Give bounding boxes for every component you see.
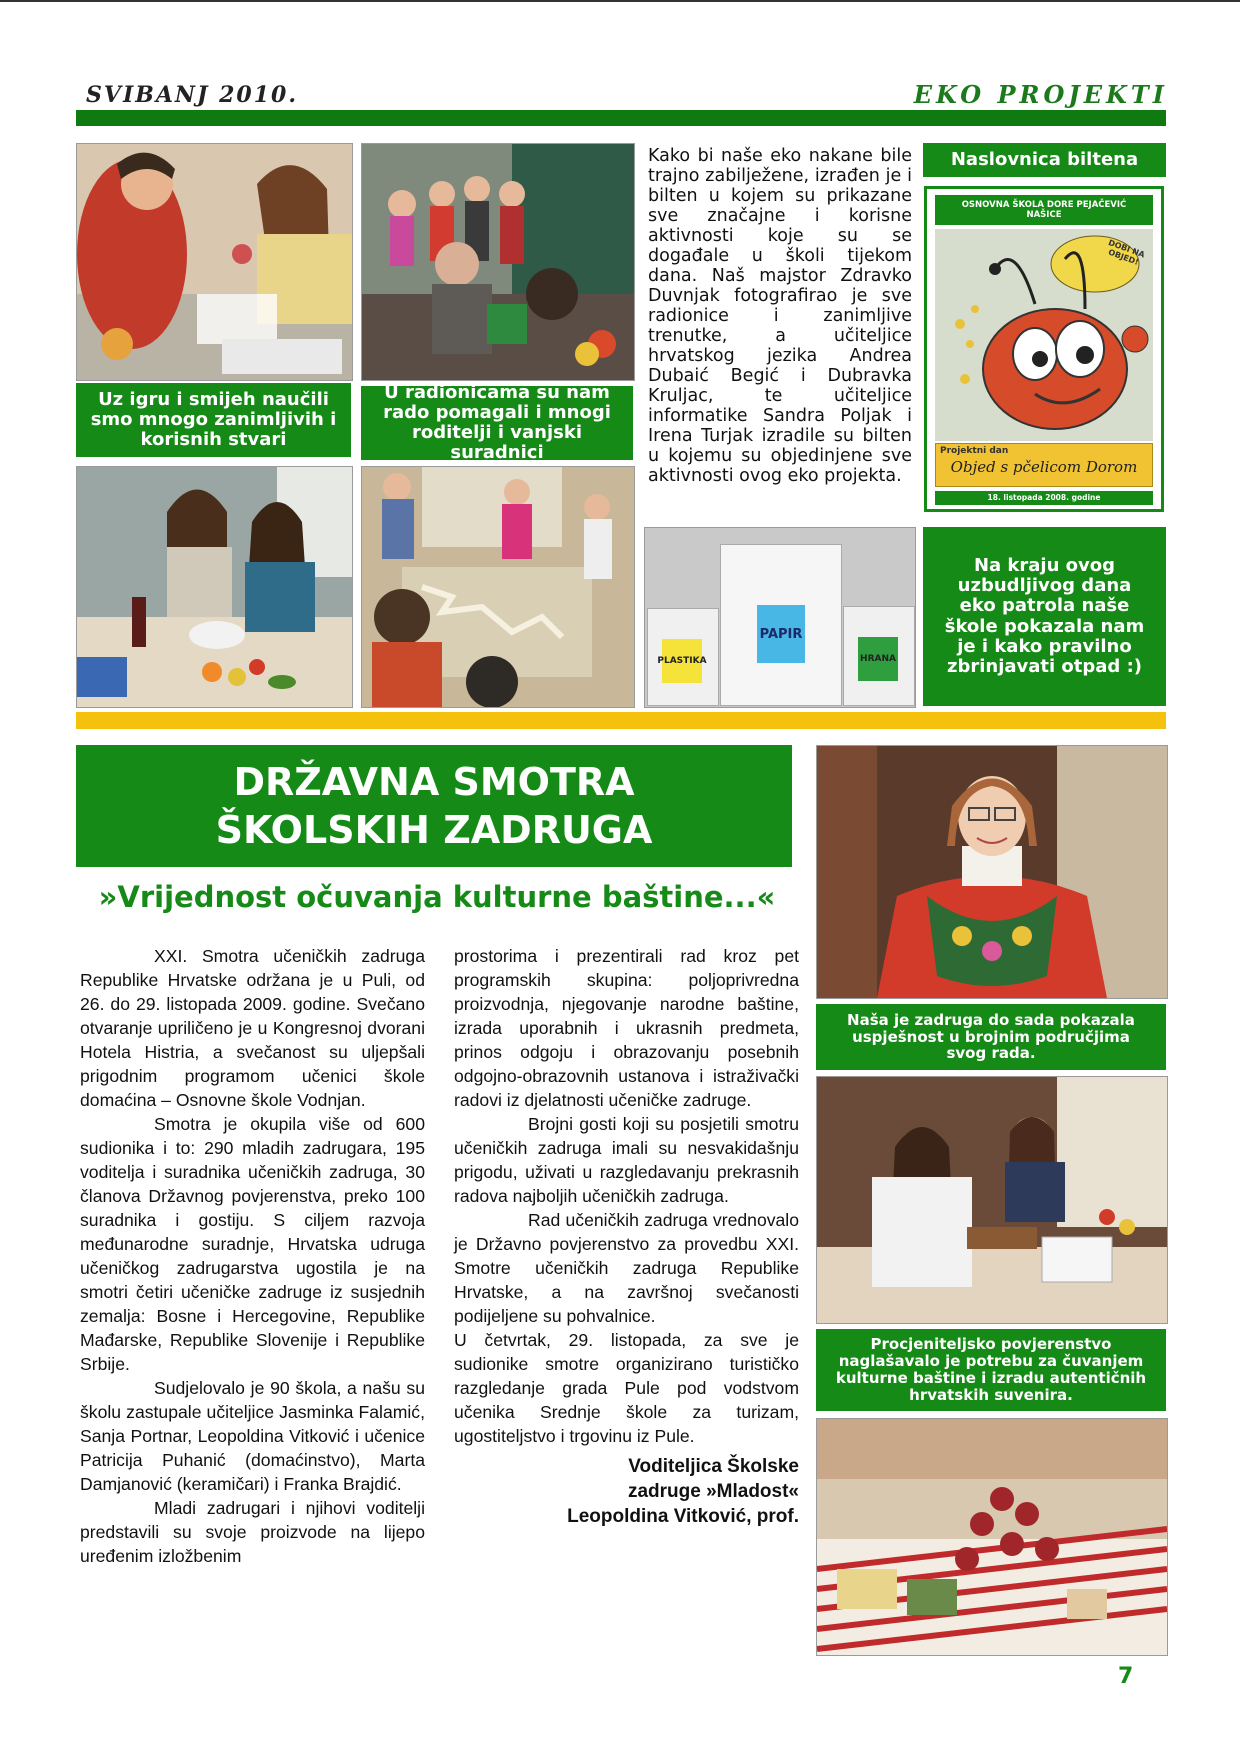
bulletin-date: 18. listopada 2008. godine xyxy=(935,491,1153,505)
paragraph: Rad učeničkih zadruga vrednovalo je Državno povjerenstvo za provedbu XXI. Smotre učeničkih zadruga Republike Hrvatske, a na završnoj svečanosti podijeljene su pohvalnice. xyxy=(454,1210,799,1326)
bulletin-article-text: Kako bi naše eko nakane bile trajno zabilježene, izrađen je i bilten u kojem su prikazane sve značajne i korisne aktivnosti koje su se događale u školi tijekom dana. Naš majstor Zdravko Duvnjak fotografirao je sve radionice i zanimljive trenutke, a učiteljice hrvatskog jezika Andrea Dubaić Begić i Dubravka Kruljac, te učiteljice informatike Sandra Poljak i Irena Turjak izradile su bilten u kojemu su objedinjene sve aktivnosti ovog eko projekta. xyxy=(648,146,912,486)
bulletin-school-name: OSNOVNA ŠKOLA DORE PEJAČEVIĆ NAŠICE xyxy=(935,195,1153,225)
signature-line: zadruge »Mladost« xyxy=(627,1481,799,1502)
bin-food xyxy=(843,606,915,706)
article-title-line-2: ŠKOLSKIH ZADRUGA xyxy=(215,808,653,852)
paragraph: U četvrtak, 29. listopada, za sve je sudionike smotre organizirano turističko razgledanje grada Pule pod vodstvom učenika Srednje škole za turizam, ugostiteljstvo i trgovinu iz Pule. xyxy=(454,1330,799,1446)
caption-commission: Procjeniteljsko povjerenstvo naglašavalo je potrebu za čuvanjem kulturne baštine i izradu autentičnih hrvatskih suvenira. xyxy=(816,1329,1166,1411)
paragraph: XXI. Smotra učeničkih zadruga Republike Hrvatske održana je u Puli, od 26. do 29. listopada 2009. godine. Svečano otvaranje upriličeno je u Kongresnoj dvorani Hotela Histria, a svečanost su uljepšali prigodnim programom učenici škole domaćina – Osnovne škole Vodnjan. xyxy=(80,946,425,1110)
bin-paper-label: PAPIR xyxy=(757,605,805,663)
caption-cooperative-success: Naša je zadruga do sada pokazala uspješnost u brojnim područjima svog rada. xyxy=(816,1004,1166,1070)
section-divider xyxy=(76,712,1166,729)
photo-girls-cooking xyxy=(76,466,353,708)
bulletin-title: Objed s pčelicom Dorom xyxy=(950,458,1138,476)
bin-food-label: HRANA xyxy=(858,637,898,681)
bulletin-label: Naslovnica biltena xyxy=(923,143,1166,177)
photo-girls-exhibition xyxy=(816,1076,1168,1324)
photo-recycling-bins xyxy=(644,527,916,708)
paragraph: Smotra je okupila više od 600 sudionika i to: 290 mladih zadrugara, 195 voditelja i suradnika učeničkih zadruga, 30 članova Državnog povjerenstva, preko 100 suradnika i gostiju. S ciljem razvoja međunarodne suradnje, Hrvatska udruga učeničkog zadrugarstva ugostila je na smotri četiri učeničke zadruge iz susjednih zemalja: Bosne i Hercegovine, Republike Mađarske, Republike Slovenije i Republike Srbije. xyxy=(80,1114,425,1374)
author-signature xyxy=(454,1454,799,1529)
bulletin-title-box xyxy=(935,443,1153,487)
bin-plastic xyxy=(647,608,719,706)
bulletin-project-day: Projektni dan xyxy=(940,446,1009,456)
article-title-box xyxy=(76,745,792,867)
photo-souvenirs-table xyxy=(816,1418,1168,1656)
caption-workshops: U radionicama su nam rado pomagali i mnogi roditelji i vanjski suradnici xyxy=(361,386,633,460)
bulletin-cover xyxy=(924,186,1164,512)
paragraph: prostorima i prezentirali rad kroz pet programskih skupina: poljoprivredna proizvodnja, njegovanje narodne baštine, izrada uporabnih i ukrasnih predmeta, prinos odgoju i obrazovanju posebnih odgojno-obrazovnih ustanova i istraživački radovi iz djelatnosti učeničke zadruge. xyxy=(454,946,799,1110)
signature-line: Leopoldina Vitković, prof. xyxy=(567,1506,799,1527)
caption-eco-patrol: Na kraju ovog uzbudljivog dana eko patrola naše škole pokazala nam je i kako pravilno zbrinjavati otpad :) xyxy=(923,527,1166,706)
header-divider xyxy=(76,110,1166,126)
article-title-line-1: DRŽAVNA SMOTRA xyxy=(233,760,635,804)
photo-girl-folk-costume xyxy=(816,745,1168,999)
photo-kids-crafts xyxy=(361,466,635,708)
bin-paper xyxy=(720,544,842,706)
article-subtitle: »Vrijednost očuvanja kulturne baštine...« xyxy=(98,880,776,914)
top-border-line xyxy=(0,0,1240,2)
paragraph: Mladi zadrugari i njihovi voditelji predstavili su svoje proizvode na lijepo uređenim izložbenim xyxy=(80,1498,425,1566)
header-date: SVIBANJ 2010. xyxy=(86,82,298,108)
page-number: 7 xyxy=(1118,1664,1134,1689)
bin-plastic-label: PLASTIKA xyxy=(662,639,702,683)
article-column-1 xyxy=(80,944,425,1568)
paragraph: Brojni gosti koji su posjetili smotru učeničkih zadruga imali su nesvakidašnju prigodu, uživati u razgledavanju prekrasnih radova najboljih učeničkih zadruga. xyxy=(454,1114,799,1206)
photo-parents-helping xyxy=(361,143,635,381)
bee-speech-bubble: DOBI NA OBJED! xyxy=(1107,238,1147,267)
article-column-2 xyxy=(454,944,799,1529)
photo-kids-workshop xyxy=(76,143,353,381)
signature-line: Voditeljica Školske xyxy=(628,1456,799,1477)
header-section-title: EKO PROJEKTI xyxy=(913,80,1168,109)
caption-games: Uz igru i smijeh naučili smo mnogo zanimljivih i korisnih stvari xyxy=(76,383,351,457)
paragraph: Sudjelovalo je 90 škola, a našu su školu zastupale učiteljice Jasminka Falamić, Sanja Portnar, Leopoldina Vitković i učenice Patricija Puhanić (domaćinstvo), Marta Damjanović (keramičari) i Franka Brajdić. xyxy=(80,1378,425,1494)
